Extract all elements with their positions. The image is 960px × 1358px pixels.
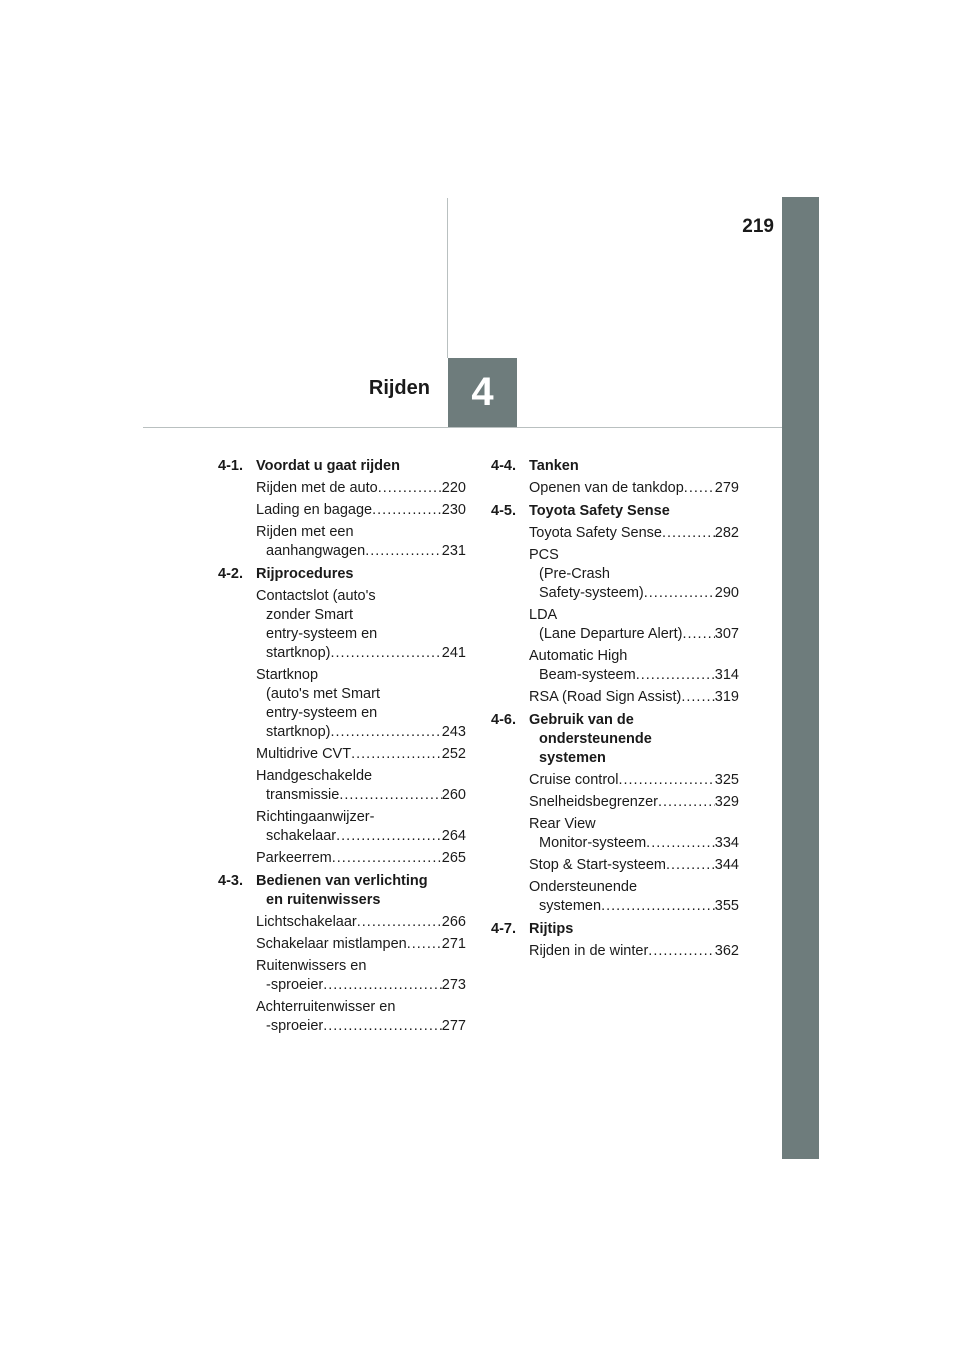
section-title: Tanken — [529, 458, 579, 474]
entry-page-number: 230 — [441, 502, 466, 518]
toc-entry[interactable] — [529, 647, 739, 685]
entry-label: (Lane Departure Alert) — [539, 626, 683, 642]
entry-page-number: 319 — [714, 689, 739, 705]
entry-page-number: 314 — [714, 667, 739, 683]
section-title: systemen — [539, 750, 606, 766]
section-heading — [491, 711, 739, 768]
dot-leader — [601, 897, 715, 916]
entry-page-number: 362 — [714, 943, 739, 959]
entry-label: Automatic High — [529, 648, 628, 664]
entry-page-number: 231 — [441, 543, 466, 559]
toc-entry[interactable] — [256, 808, 466, 846]
entry-page-number: 265 — [441, 850, 466, 866]
chapter-number: 4 — [448, 358, 517, 427]
entry-page-number: 273 — [441, 977, 466, 993]
toc-section — [491, 457, 739, 498]
page-number: 219 — [742, 216, 774, 237]
entry-label: Ondersteunende — [529, 879, 638, 895]
dot-leader — [378, 479, 442, 498]
toc-entry[interactable] — [529, 606, 739, 644]
dot-leader — [407, 935, 442, 954]
entry-label: RSA (Road Sign Assist) — [529, 689, 682, 705]
toc-section — [218, 872, 466, 1036]
toc-entry[interactable] — [529, 856, 739, 875]
dot-leader — [330, 644, 441, 663]
toc-entry[interactable] — [256, 935, 466, 954]
toc-entry[interactable] — [256, 957, 466, 995]
toc-entry[interactable] — [529, 479, 739, 498]
dot-leader — [323, 1017, 442, 1036]
entry-page-number: 264 — [441, 828, 466, 844]
entry-label: Rear View — [529, 816, 596, 832]
toc-entry[interactable] — [529, 771, 739, 790]
entry-page-number: 282 — [714, 525, 739, 541]
dot-leader — [365, 542, 442, 561]
entry-label: (auto's met Smart — [266, 686, 380, 702]
entry-page-number: 279 — [714, 480, 739, 496]
entry-label: PCS — [529, 547, 559, 563]
dot-leader — [332, 849, 442, 868]
toc-column-left — [218, 457, 466, 1040]
dot-leader — [618, 771, 714, 790]
dot-leader — [357, 913, 442, 932]
entry-page-number: 271 — [441, 936, 466, 952]
entry-page-number: 252 — [441, 746, 466, 762]
section-heading — [491, 457, 739, 476]
entry-label: Schakelaar mistlampen — [256, 936, 407, 952]
entry-label: Startknop — [256, 667, 319, 683]
entry-label: transmissie — [266, 787, 340, 803]
entry-label: Contactslot (auto's — [256, 588, 376, 604]
toc-entry[interactable] — [529, 546, 739, 603]
section-heading — [491, 920, 739, 939]
entry-page-number: 344 — [714, 857, 739, 873]
toc-entry[interactable] — [256, 501, 466, 520]
section-number: 4-2. — [218, 566, 243, 582]
entry-label: Monitor-systeem — [539, 835, 647, 851]
entry-label: LDA — [529, 607, 558, 623]
toc-entry[interactable] — [529, 878, 739, 916]
entry-label: startknop) — [266, 724, 331, 740]
dot-leader — [323, 976, 442, 995]
entry-label: Toyota Safety Sense — [529, 525, 662, 541]
entry-page-number: 266 — [441, 914, 466, 930]
entry-label: Lading en bagage — [256, 502, 373, 518]
section-title: Voordat u gaat rijden — [256, 458, 400, 474]
entry-page-number: 290 — [714, 585, 739, 601]
entry-page-number: 243 — [441, 724, 466, 740]
toc-section — [491, 711, 739, 916]
entry-label: Cruise control — [529, 772, 619, 788]
entry-label: Handgeschakelde — [256, 768, 373, 784]
section-title: Toyota Safety Sense — [529, 503, 670, 519]
toc-entry[interactable] — [529, 815, 739, 853]
entry-label: Safety-systeem) — [539, 585, 644, 601]
section-title: Gebruik van de — [529, 712, 634, 728]
section-title: ondersteunende — [539, 731, 652, 747]
entry-label: Beam-systeem — [539, 667, 636, 683]
section-number: 4-6. — [491, 712, 516, 728]
entry-page-number: 329 — [714, 794, 739, 810]
entry-label: Rijden in de winter — [529, 943, 649, 959]
dot-leader — [372, 501, 442, 520]
entry-label: entry-systeem en — [266, 705, 378, 721]
entry-label: Achterruitenwisser en — [256, 999, 396, 1015]
entry-label: Rijden met de auto — [256, 480, 378, 496]
toc-section — [491, 502, 739, 707]
dot-leader — [351, 745, 442, 764]
entry-label: schakelaar — [266, 828, 337, 844]
dot-leader — [330, 723, 441, 742]
toc-entry[interactable] — [256, 767, 466, 805]
section-title: Bedienen van verlichting — [256, 873, 428, 889]
section-heading — [218, 565, 466, 584]
section-heading — [491, 502, 739, 521]
entry-page-number: 307 — [714, 626, 739, 642]
toc-entry[interactable] — [256, 666, 466, 742]
dot-leader — [681, 688, 714, 707]
toc-entry[interactable] — [529, 688, 739, 707]
dot-leader — [666, 856, 715, 875]
vertical-rule — [447, 198, 448, 358]
entry-label: -sproeier — [266, 977, 324, 993]
section-number: 4-5. — [491, 503, 516, 519]
toc-column-right — [491, 457, 739, 965]
dot-leader — [684, 479, 715, 498]
toc-entry[interactable] — [256, 998, 466, 1036]
dot-leader — [658, 793, 715, 812]
toc-entry[interactable] — [256, 745, 466, 764]
section-title: Rijtips — [529, 921, 574, 937]
entry-label: -sproeier — [266, 1018, 324, 1034]
dot-leader — [646, 834, 715, 853]
entry-label: entry-systeem en — [266, 626, 378, 642]
dot-leader — [636, 666, 715, 685]
section-title: Rijprocedures — [256, 566, 354, 582]
section-number: 4-4. — [491, 458, 516, 474]
chapter-title: Rijden — [368, 377, 430, 399]
section-heading — [218, 872, 466, 910]
entry-label: Richtingaanwijzer- — [256, 809, 375, 825]
toc-entry[interactable] — [256, 849, 466, 868]
entry-label: Ruitenwissers en — [256, 958, 367, 974]
toc-entry[interactable] — [256, 523, 466, 561]
entry-label: aanhangwagen — [266, 543, 366, 559]
dot-leader — [648, 942, 715, 961]
entry-page-number: 241 — [441, 645, 466, 661]
toc-entry[interactable] — [256, 587, 466, 663]
entry-page-number: 220 — [441, 480, 466, 496]
section-heading — [218, 457, 466, 476]
dot-leader — [644, 584, 715, 603]
entry-label: Stop & Start-systeem — [529, 857, 666, 873]
horizontal-rule — [143, 427, 782, 428]
entry-page-number: 355 — [714, 898, 739, 914]
section-number: 4-1. — [218, 458, 243, 474]
dot-leader — [339, 786, 441, 805]
toc-entry[interactable] — [529, 524, 739, 543]
entry-page-number: 260 — [441, 787, 466, 803]
entry-page-number: 277 — [441, 1018, 466, 1034]
side-chapter-tab — [782, 197, 819, 1159]
toc-section — [218, 565, 466, 868]
entry-page-number: 325 — [714, 772, 739, 788]
entry-label: systemen — [539, 898, 602, 914]
entry-label: Lichtschakelaar — [256, 914, 357, 930]
toc-section — [218, 457, 466, 561]
toc-entry[interactable] — [529, 793, 739, 812]
toc-entry[interactable] — [256, 913, 466, 932]
entry-label: Snelheidsbegrenzer — [529, 794, 658, 810]
section-number: 4-3. — [218, 873, 243, 889]
entry-page-number: 334 — [714, 835, 739, 851]
entry-label: Openen van de tankdop — [529, 480, 684, 496]
dot-leader — [662, 524, 715, 543]
toc-entry[interactable] — [256, 479, 466, 498]
entry-label: zonder Smart — [266, 607, 354, 623]
section-number: 4-7. — [491, 921, 516, 937]
toc-entry[interactable] — [529, 942, 739, 961]
section-title: en ruitenwissers — [266, 892, 381, 908]
entry-label: Parkeerrem — [256, 850, 332, 866]
entry-label: startknop) — [266, 645, 331, 661]
entry-label: Multidrive CVT — [256, 746, 352, 762]
dot-leader — [682, 625, 714, 644]
toc-section — [491, 920, 739, 961]
entry-label: Rijden met een — [256, 524, 354, 540]
dot-leader — [336, 827, 442, 846]
entry-label: (Pre-Crash — [539, 566, 610, 582]
